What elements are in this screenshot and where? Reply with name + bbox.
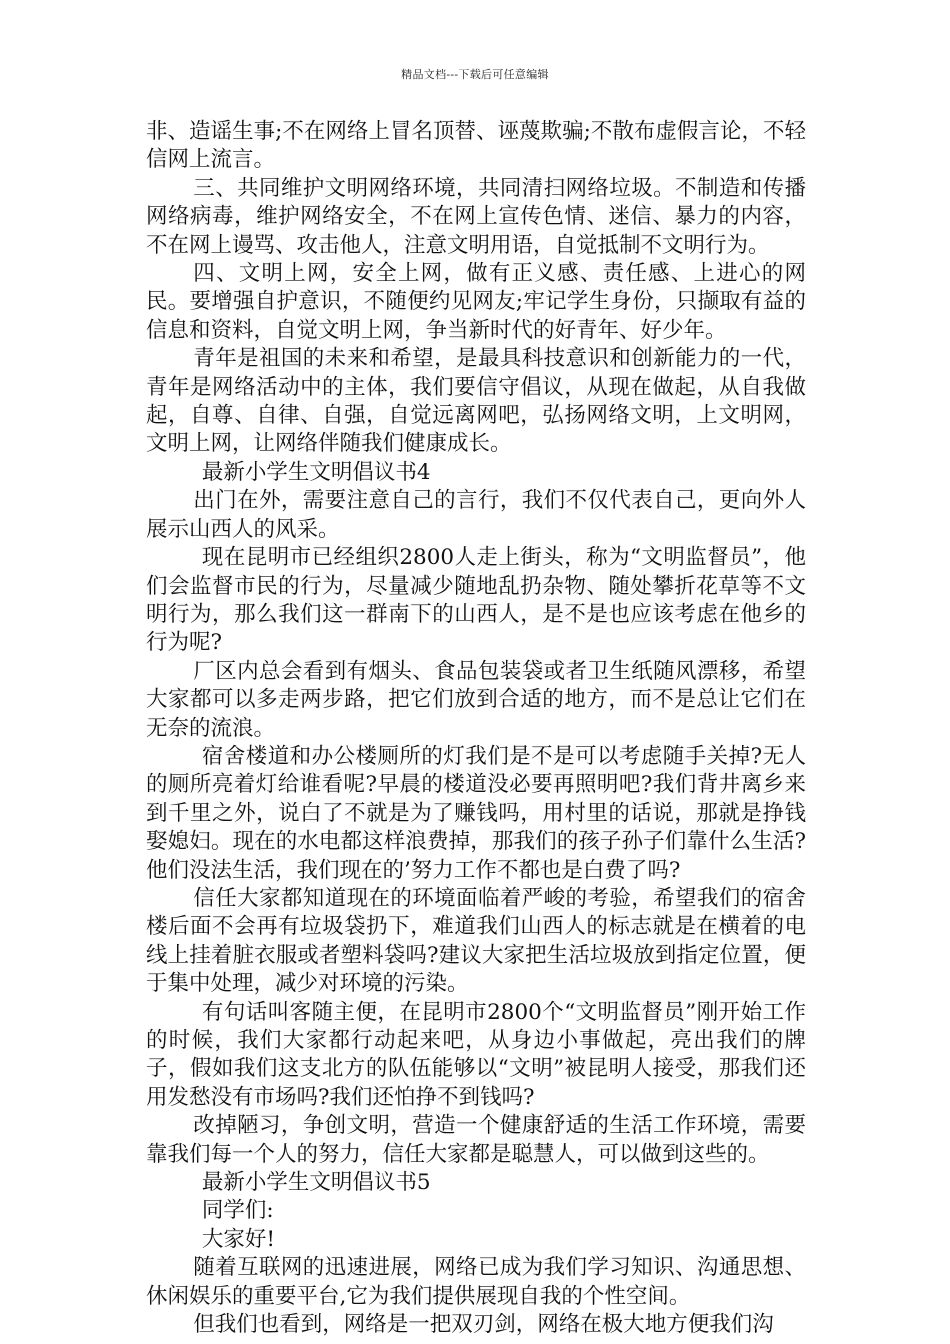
paragraph: 四、文明上网，安全上网，做有正义感、责任感、上进心的网民。要增强自护意识，不随便约见网友;牢记学生身份，只撷取有益的信息和资料，自觉文明上网，争当新时代的好青年、好少年。 <box>146 261 806 343</box>
paragraph: 三、共同维护文明网络环境，共同清扫网络垃圾。不制造和传播网络病毒，维护网络安全，不在网上宣传色情、迷信、暴力的内容，不在网上谩骂、攻击他人，注意文明用语，自觉抵制不文明行为。 <box>146 175 806 258</box>
paragraph: 信任大家都知道现在的环境面临着严峻的考验，希望我们的宿舍楼后面不会再有垃圾袋扔下，难道我们山西人的标志就是在横着的电线上挂着脏衣服或者塑料袋吗?建议大家把生活垃圾放到指定位置，便于集中处理，减少对环境的污染。 <box>146 885 806 997</box>
paragraph: 但我们也看到，网络是一把双刃剑，网络在极大地方便我们沟 <box>193 1312 774 1338</box>
paragraph: 改掉陋习，争创文明，营造一个健康舒适的生活工作环境，需要靠我们每一个人的努力，信任大家都是聪慧人，可以做到这些的。 <box>146 1113 806 1167</box>
salutation: 同学们: <box>201 1198 274 1224</box>
greeting: 大家好! <box>201 1226 276 1252</box>
paragraph: 现在昆明市已经组织2800人走上街头，称为“文明监督员”，他们会监督市民的行为，尽量减少随地乱扔杂物、随处攀折花草等不文明行为，那么我们这一群南下的山西人，是不是也应该考虑在他乡的行为呢? <box>146 545 806 656</box>
paragraph: 青年是祖国的未来和希望，是最具科技意识和创新能力的一代，青年是网络活动中的主体，我们要信守倡议，从现在做起，从自我做起，自尊、自律、自强，自觉远离网吧，弘扬网络文明，上文明网，文明上网，让网络伴随我们健康成长。 <box>146 346 806 457</box>
paragraph: 随着互联网的迅速进展，网络已成为我们学习知识、沟通思想、休闲娱乐的重要平台,它为我们提供展现自我的个性空间。 <box>146 1255 806 1309</box>
document-body <box>146 118 806 1339</box>
paragraph: 宿舍楼道和办公楼厕所的灯我们是不是可以考虑随手关掉?无人的厕所亮着灯给谁看呢?早晨的楼道没必要再照明吧?我们背井离乡来到千里之外，说白了不就是为了赚钱吗，用村里的话说，那就是挣钱娶媳妇。现在的水电都这样浪费掉，那我们的孩子孙子们靠什么生活?他们没法生活，我们现在的’努力工作不都也是白费了吗? <box>146 743 806 883</box>
paragraph: 厂区内总会看到有烟头、食品包装袋或者卫生纸随风漂移，希望大家都可以多走两步路，把它们放到合适的地方，而不是总让它们在无奈的流浪。 <box>146 658 806 741</box>
paragraph: 非、造谣生事;不在网络上冒名顶替、诬蔑欺骗;不散布虚假言论，不轻信网上流言。 <box>146 119 806 173</box>
section-heading: 最新小学生文明倡议书5 <box>201 1170 431 1196</box>
page-header: 精品文档---下载后可任意编辑 <box>401 68 549 81</box>
paragraph: 有句话叫客随主便，在昆明市2800个“文明监督员”刚开始工作的时候，我们大家都行动起来吧，从身边小事做起，亮出我们的牌子，假如我们这支北方的队伍能够以“文明”被昆明人接受，那我们还用发愁没有市场吗?我们还怕挣不到钱吗? <box>146 999 806 1110</box>
paragraph: 出门在外，需要注意自己的言行，我们不仅代表自己，更向外人展示山西人的风采。 <box>146 488 806 542</box>
section-heading: 最新小学生文明倡议书4 <box>201 459 431 485</box>
